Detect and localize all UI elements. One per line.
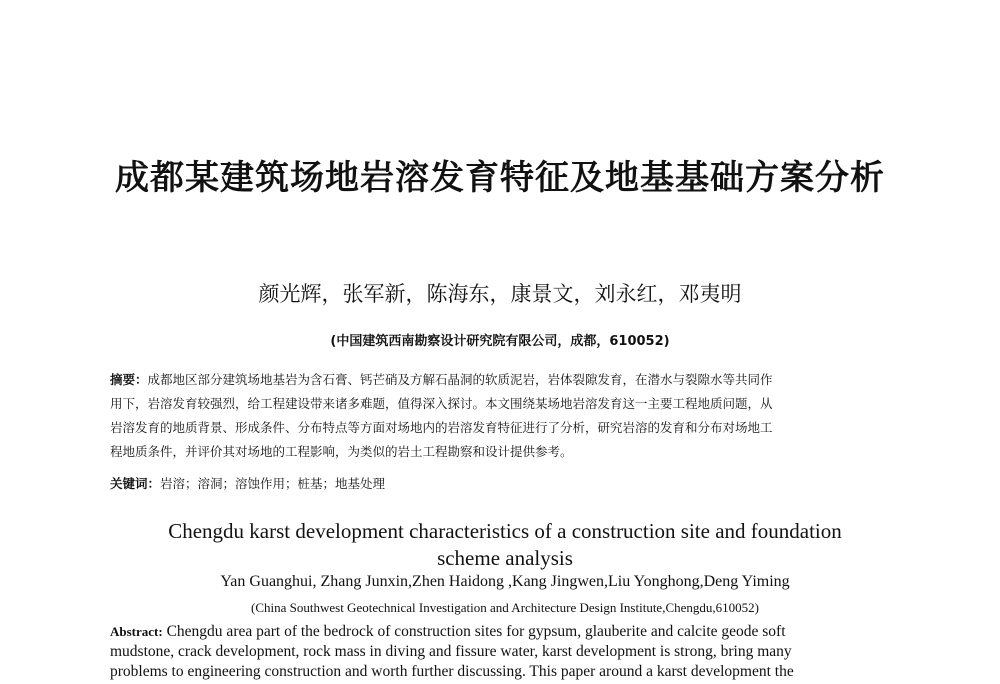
chinese-abstract-line-1 [110,368,900,392]
english-abstract-line-3: problems to engineering construction and worth further discussing. This paper around a karst development the [110,663,794,680]
chinese-keywords-text: 岩溶；溶洞；溶蚀作用；桩基；地基处理 [160,476,386,491]
english-abstract [110,622,905,682]
chinese-abstract-line-4: 程地质条件，并评价其对场地的工程影响，为类似的岩土工程勘察和设计提供参考。 [110,444,573,459]
chinese-abstract-text-1: 成都地区部分建筑场地基岩为含石膏、钙芒硝及方解石晶洞的软质泥岩，岩体裂隙发育，在潜水与裂隙水等共同作 [147,372,773,387]
chinese-authors: 颜光辉，张军新，陈海东，康景文，刘永红，邓夷明 [258,282,742,306]
english-abstract-label: Abstract: [110,624,163,639]
chinese-title: 成都某建筑场地岩溶发育特征及地基基础方案分析 [115,158,885,198]
chinese-abstract-line-3: 岩溶发育的地质背景、形成条件、分布特点等方面对场地内的岩溶发育特征进行了分析，研究岩溶的发育和分布对场地工 [110,420,773,435]
english-title-line-2: scheme analysis [437,546,573,570]
english-abstract-line-1 [110,622,905,642]
english-abstract-line-2: mudstone, crack development, rock mass in diving and fissure water, karst development is strong, bring many [110,643,792,660]
english-title [120,518,890,572]
english-title-line-1: Chengdu karst development characteristics of a construction site and foundation [168,519,842,543]
chinese-keywords-label: 关键词： [110,476,161,491]
chinese-abstract-line-2: 用下，岩溶发育较强烈，给工程建设带来诸多难题，值得深入探讨。本文围绕某场地岩溶发育这一主要工程地质问题，从 [110,396,773,411]
chinese-abstract [110,368,900,464]
english-authors: Yan Guanghui, Zhang Junxin,Zhen Haidong ,Kang Jingwen,Liu Yonghong,Deng Yiming [220,573,790,590]
chinese-affiliation: (中国建筑西南勘察设计研究院有限公司，成都，610052) [330,334,670,349]
chinese-keywords [110,474,900,492]
chinese-abstract-label: 摘要： [110,372,148,387]
english-affiliation: (China Southwest Geotechnical Investigation and Architecture Design Institute,Chengdu,610052) [251,600,759,615]
english-abstract-text-1: Chengdu area part of the bedrock of construction sites for gypsum, glauberite and calcite geode soft [166,623,786,640]
